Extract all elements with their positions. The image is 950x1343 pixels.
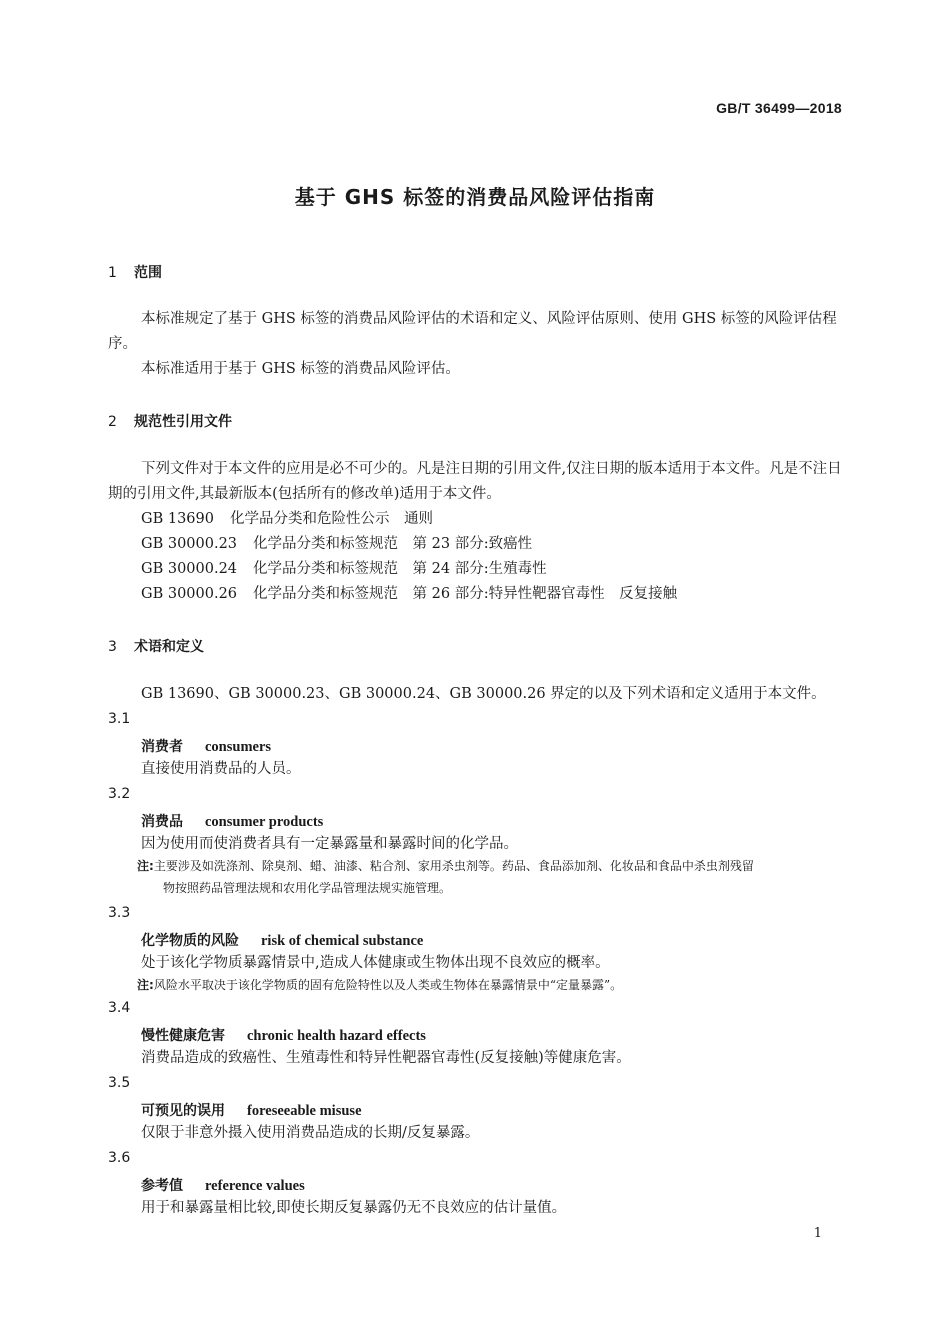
term-number: 3.6 [108, 1150, 131, 1166]
reference-title: 化学品分类和标签规范 第 24 部分:生殖毒性 [253, 561, 547, 577]
reference-code: GB 13690 [141, 511, 214, 527]
reference-code: GB 30000.23 [141, 536, 238, 552]
reference-title: 化学品分类和标签规范 第 26 部分:特异性靶器官毒性 反复接触 [253, 586, 678, 602]
term-english: risk of chemical substance [261, 933, 424, 949]
section-number: 3 [108, 639, 117, 655]
term-definition: 处于该化学物质暴露情景中,造成人体健康或生物体出现不良效应的概率。 [141, 955, 610, 971]
term-heading [141, 736, 271, 756]
standard-number: GB/T 36499—2018 [716, 100, 842, 116]
document-title: 基于 GHS 标签的消费品风险评估指南 [294, 185, 656, 209]
term-chinese: 可预见的误用 [141, 1103, 225, 1119]
term-heading [141, 811, 323, 831]
section-3-intro: GB 13690、GB 30000.23、GB 30000.24、GB 30000.26 界定的以及下列术语和定义适用于本文件。 [141, 686, 826, 702]
reference-title: 化学品分类和标签规范 第 23 部分:致癌性 [253, 536, 533, 552]
section-title: 规范性引用文件 [134, 414, 232, 430]
term-heading [141, 1175, 305, 1195]
term-note-continued: 物按照药品管理法规和农用化学品管理法规实施管理。 [163, 881, 452, 895]
reference-item [141, 557, 547, 582]
reference-code: GB 30000.24 [141, 561, 238, 577]
term-english: consumers [205, 739, 272, 755]
term-number: 3.4 [108, 1000, 131, 1016]
term-english: chronic health hazard effects [247, 1028, 426, 1044]
section-title: 范围 [134, 265, 162, 281]
section-2-heading [108, 411, 232, 431]
term-heading [141, 1100, 362, 1120]
reference-item [141, 582, 677, 607]
term-definition: 因为使用而使消费者具有一定暴露量和暴露时间的化学品。 [141, 836, 518, 852]
term-note [137, 975, 622, 996]
term-english: reference values [205, 1178, 305, 1194]
term-heading [141, 1025, 426, 1045]
term-number: 3.3 [108, 905, 131, 921]
section-1-paragraph-1: 本标准规定了基于 GHS 标签的消费品风险评估的术语和定义、风险评估原则、使用 GHS 标签的风险评估程序。 [108, 311, 837, 352]
term-definition: 消费品造成的致癌性、生殖毒性和特异性靶器官毒性(反复接触)等健康危害。 [141, 1050, 631, 1066]
section-number: 1 [108, 265, 117, 281]
term-number: 3.5 [108, 1075, 131, 1091]
note-label: 注: [137, 859, 154, 873]
section-title: 术语和定义 [134, 639, 204, 655]
term-heading [141, 930, 423, 950]
term-chinese: 消费者 [141, 739, 183, 755]
term-number: 3.1 [108, 711, 131, 727]
term-chinese: 化学物质的风险 [141, 933, 239, 949]
term-definition: 用于和暴露量相比较,即使长期反复暴露仍无不良效应的估计量值。 [141, 1200, 567, 1216]
term-note [137, 856, 754, 877]
note-text: 风险水平取决于该化学物质的固有危险特性以及人类或生物体在暴露情景中“定量暴露”。 [153, 978, 623, 992]
section-3-heading [108, 636, 204, 656]
term-english: foreseeable misuse [247, 1103, 362, 1119]
section-2-paragraph-1: 下列文件对于本文件的应用是必不可少的。凡是注日期的引用文件,仅注日期的版本适用于本文件。凡是不注日期的引用文件,其最新版本(包括所有的修改单)适用于本文件。 [108, 461, 842, 502]
page-number: 1 [813, 1226, 822, 1241]
term-definition: 仅限于非意外摄入使用消费品造成的长期/反复暴露。 [141, 1125, 480, 1141]
reference-code: GB 30000.26 [141, 586, 238, 602]
term-number: 3.2 [108, 786, 131, 802]
section-1-heading [108, 262, 162, 282]
term-chinese: 参考值 [141, 1178, 183, 1194]
term-english: consumer products [205, 814, 324, 830]
reference-item [141, 507, 433, 532]
note-text: 主要涉及如洗涤剂、除臭剂、蜡、油漆、粘合剂、家用杀虫剂等。药品、食品添加剂、化妆品和食品中杀虫剂残留 [153, 859, 754, 873]
term-definition: 直接使用消费品的人员。 [141, 761, 301, 777]
note-label: 注: [137, 978, 154, 992]
section-number: 2 [108, 414, 117, 430]
term-chinese: 慢性健康危害 [141, 1028, 225, 1044]
term-chinese: 消费品 [141, 814, 183, 830]
reference-item [141, 532, 532, 557]
reference-title: 化学品分类和危险性公示 通则 [229, 511, 433, 527]
section-1-paragraph-2: 本标准适用于基于 GHS 标签的消费品风险评估。 [141, 361, 460, 377]
